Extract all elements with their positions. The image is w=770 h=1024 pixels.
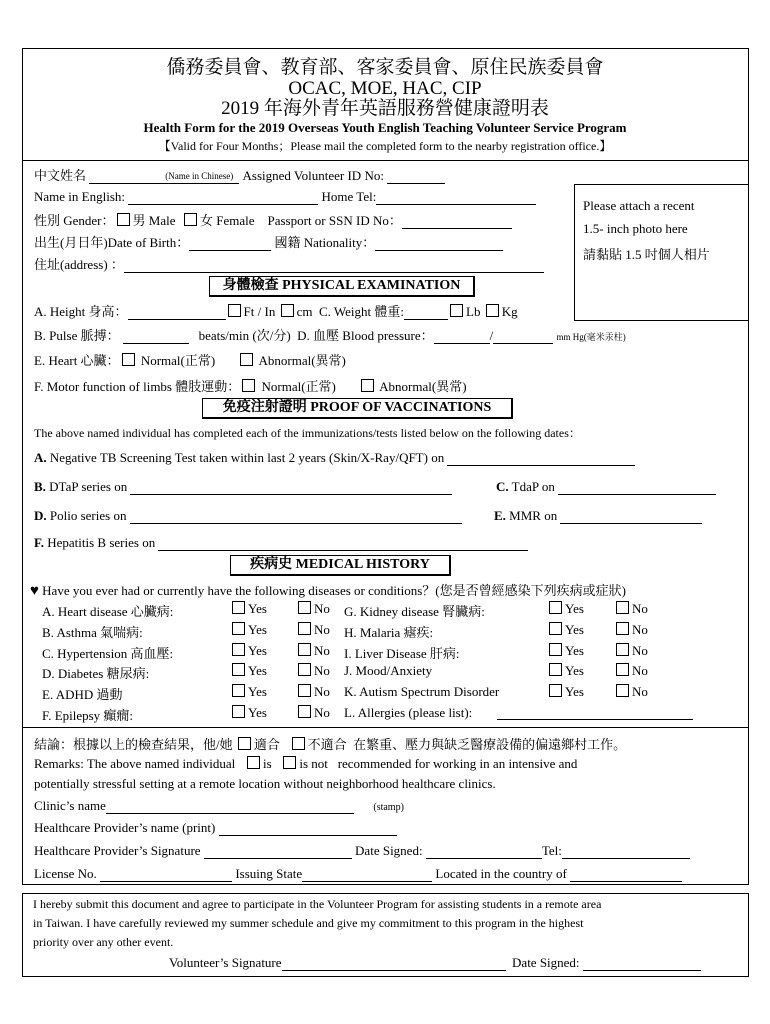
medical-history-title: 疾病史 MEDICAL HISTORY — [230, 555, 451, 576]
ft-in-checkbox[interactable] — [228, 304, 241, 317]
volunteer-id-field[interactable] — [387, 169, 445, 184]
disease-right-1-no-checkbox[interactable] — [616, 622, 629, 635]
address-field[interactable] — [124, 258, 544, 273]
located-label: Located in the country of — [435, 866, 567, 881]
bp-diastolic-field[interactable] — [493, 329, 553, 344]
kg-label: Kg — [501, 304, 518, 319]
is-not-label: is not — [299, 756, 328, 771]
weight-label: C. Weight 體重: — [318, 304, 404, 319]
conclusion-tail: 在繁重、壓力與缺乏醫療設備的偏遠鄉村工作。 — [353, 737, 627, 752]
english-name-label: Name in English: — [34, 189, 125, 204]
hepb-row — [34, 535, 528, 551]
cm-label: cm — [296, 304, 313, 319]
bp-label: D. 血壓 Blood pressure： — [297, 328, 434, 343]
volunteer-date-field[interactable] — [583, 956, 701, 971]
mmr-row — [494, 508, 702, 524]
tdap-label: TdaP on — [511, 479, 555, 494]
declaration-line-2: in Taiwan. I have carefully reviewed my summer schedule and give my commitment to this program in the highest — [33, 916, 584, 930]
polio-letter: D. — [34, 508, 47, 523]
disease-right-4-yes-checkbox[interactable] — [549, 684, 562, 697]
unfit-label: 不適合 — [307, 737, 347, 752]
remarks-row — [34, 756, 577, 772]
motor-abnormal-checkbox[interactable] — [361, 379, 374, 392]
disease-right-4-no-checkbox[interactable] — [616, 684, 629, 697]
home-tel-field[interactable] — [376, 190, 536, 205]
polio-label: Polio series on — [49, 508, 127, 523]
passport-field[interactable] — [402, 214, 512, 229]
is-label: is — [262, 756, 272, 771]
tdap-date-field[interactable] — [558, 480, 716, 495]
title-form-chinese: 2019 年海外青年英語服務營健康證明表 — [221, 98, 549, 119]
allergies-field[interactable] — [497, 705, 693, 720]
heart-abnormal-checkbox[interactable] — [240, 353, 253, 366]
disease-left-5-yes-label: Yes — [248, 705, 267, 720]
nationality-field[interactable] — [375, 236, 503, 251]
unfit-checkbox[interactable] — [292, 737, 305, 750]
disease-right-4: K. Autism Spectrum Disorder — [344, 684, 500, 699]
heart-row — [34, 350, 346, 369]
fit-label: 適合 — [253, 737, 280, 752]
disease-left-4: E. ADHD 過動 — [42, 687, 123, 702]
volunteer-signature-field[interactable] — [282, 956, 506, 971]
disease-right-4-no-label: No — [632, 684, 648, 699]
disease-left-5-no[interactable] — [296, 705, 330, 721]
tdap-row — [496, 479, 716, 495]
address-label: 住址(address) ： — [34, 257, 124, 272]
clinic-name-field[interactable] — [106, 799, 354, 814]
provider-date-label: Date Signed: — [355, 843, 423, 858]
provider-signature-row — [34, 843, 690, 859]
gender-row — [34, 210, 512, 229]
validity-note: 【Valid for Four Months；Please mail the completed form to the nearby registration office.】 — [158, 139, 612, 153]
disease-left-2-yes[interactable] — [230, 643, 267, 659]
height-field[interactable] — [128, 305, 226, 320]
male-label: 男 Male — [132, 213, 176, 228]
disease-right-0-yes-checkbox[interactable] — [549, 601, 562, 614]
lb-label: Lb — [466, 304, 481, 319]
motor-normal-checkbox[interactable] — [242, 379, 255, 392]
disease-left-5-yes[interactable] — [230, 705, 267, 721]
remarks-divider — [22, 727, 749, 728]
disease-left-1-yes-checkbox[interactable] — [232, 622, 245, 635]
disease-right-3-yes[interactable] — [547, 663, 584, 679]
tb-date-field[interactable] — [447, 451, 635, 466]
provider-signature-field[interactable] — [204, 844, 352, 859]
disease-left-0-yes-checkbox[interactable] — [232, 601, 245, 614]
dob-label: 出生(月日年)Date of Birth： — [34, 235, 190, 250]
disease-left-1-no[interactable] — [296, 622, 330, 638]
disease-left-4-yes-checkbox[interactable] — [232, 684, 245, 697]
vaccinations-intro: The above named individual has completed each of the immunizations/tests listed below on the following dates： — [34, 426, 581, 440]
disease-right-1-yes-label: Yes — [565, 622, 584, 637]
remarks-continuation: potentially stressful setting at a remote location without neighborhood healthcare clinics. — [34, 776, 496, 791]
country-field[interactable] — [570, 867, 682, 882]
disease-right-2-yes-checkbox[interactable] — [549, 643, 562, 656]
height-label: A. Height 身高： — [34, 304, 128, 319]
disease-right-0-no[interactable] — [614, 601, 648, 617]
dtap-letter: B. — [34, 479, 46, 494]
heart-abnormal-label: Abnormal(異常) — [258, 353, 346, 368]
disease-right-1-yes-checkbox[interactable] — [549, 622, 562, 635]
volunteer-date-label: Date Signed: — [512, 955, 580, 970]
female-checkbox[interactable] — [184, 213, 197, 226]
disease-left-1-yes[interactable] — [230, 622, 267, 638]
provider-label: Healthcare Provider’s name (print) — [34, 820, 216, 835]
disease-right-3: J. Mood/Anxiety — [344, 663, 433, 678]
beats-label: beats/min (次/分) — [198, 328, 291, 343]
disease-left-3-yes[interactable] — [230, 663, 267, 679]
tdap-letter: C. — [496, 479, 509, 494]
english-name-row — [34, 189, 536, 205]
disease-left-3-yes-checkbox[interactable] — [232, 663, 245, 676]
disease-left-3-no-checkbox[interactable] — [298, 663, 311, 676]
chinese-name-row — [34, 165, 445, 184]
disease-left-2-yes-checkbox[interactable] — [232, 643, 245, 656]
disease-left-1-no-checkbox[interactable] — [298, 622, 311, 635]
disease-right-2-no-checkbox[interactable] — [616, 643, 629, 656]
tb-letter: A. — [34, 450, 47, 465]
polio-date-field[interactable] — [130, 509, 462, 524]
stamp-label: (stamp) — [373, 802, 404, 813]
disease-left-4-no-label: No — [314, 684, 330, 699]
dob-field[interactable] — [189, 236, 271, 251]
disease-left-5-yes-checkbox[interactable] — [232, 705, 245, 718]
disease-right-3-yes-checkbox[interactable] — [549, 663, 562, 676]
provider-date-field[interactable] — [426, 844, 542, 859]
disease-left-5: F. Epilepsy 癲癇: — [42, 708, 134, 723]
disease-right-3-no-label: No — [632, 663, 648, 678]
photo-instruction-1: Please attach a recent — [583, 198, 695, 213]
dtap-label: DTaP series on — [49, 479, 128, 494]
photo-instruction-3: 請黏貼 1.5 吋個人相片 — [583, 247, 710, 262]
is-checkbox[interactable] — [247, 756, 260, 769]
disease-left-2: C. Hypertension 高血壓: — [42, 646, 174, 661]
disease-right-2-no[interactable] — [614, 643, 648, 659]
disease-left-2-no-checkbox[interactable] — [298, 643, 311, 656]
female-label: 女 Female — [199, 213, 255, 228]
provider-tel-label: Tel: — [541, 843, 562, 858]
disease-right-5: L. Allergies (please list): — [344, 705, 473, 720]
disease-left-0-yes[interactable] — [230, 601, 267, 617]
disease-left-0-no-checkbox[interactable] — [298, 601, 311, 614]
male-checkbox[interactable] — [117, 213, 130, 226]
conclusion-row — [34, 734, 626, 753]
motor-label: F. Motor function of limbs 體肢運動： — [34, 379, 241, 394]
disease-left-0-no[interactable] — [296, 601, 330, 617]
cm-checkbox[interactable] — [281, 304, 294, 317]
hepb-label: Hepatitis B series on — [47, 535, 156, 550]
mmr-label: MMR on — [509, 508, 558, 523]
disease-right-0: G. Kidney disease 腎臟病: — [344, 604, 485, 619]
motor-row — [34, 376, 467, 395]
disease-right-0-yes-label: Yes — [565, 601, 584, 616]
title-form-english: Health Form for the 2019 Overseas Youth English Teaching Volunteer Service Program — [143, 120, 627, 135]
kg-checkbox[interactable] — [486, 304, 499, 317]
disease-left-3-no[interactable] — [296, 663, 330, 679]
heart-normal-checkbox[interactable] — [122, 353, 135, 366]
issuing-state-field[interactable] — [302, 867, 432, 882]
disease-right-1: H. Malaria 瘧疾: — [344, 625, 434, 640]
disease-right-2-yes[interactable] — [547, 643, 584, 659]
photo-instruction-2: 1.5- inch photo here — [583, 221, 688, 236]
disease-right-2-yes-label: Yes — [565, 643, 584, 658]
disease-left-5-no-label: No — [314, 705, 330, 720]
license-label: License No. — [34, 866, 97, 881]
home-tel-label: Home Tel: — [321, 189, 377, 204]
disease-left-0-yes-label: Yes — [248, 601, 267, 616]
ft-in-label: Ft / In — [243, 304, 276, 319]
volunteer-signature-row — [169, 955, 701, 971]
mmr-date-field[interactable] — [560, 509, 702, 524]
disease-left-0-no-label: No — [314, 601, 330, 616]
pulse-label: B. Pulse 脈搏： — [34, 328, 120, 343]
tb-row — [34, 450, 635, 466]
hepb-date-field[interactable] — [158, 536, 528, 551]
motor-normal-label: Normal(正常) — [261, 379, 336, 394]
provider-row — [34, 820, 397, 836]
bp-systolic-field[interactable] — [434, 329, 490, 344]
disease-left-1-yes-label: Yes — [248, 622, 267, 637]
remarks-label: Remarks: The above named individual — [34, 756, 236, 771]
disease-right-0-yes[interactable] — [547, 601, 584, 617]
mmr-letter: E. — [494, 508, 506, 523]
disease-left-1-no-label: No — [314, 622, 330, 637]
heart-normal-label: Normal(正常) — [140, 353, 216, 368]
disease-right-3-yes-label: Yes — [565, 663, 584, 678]
disease-left-5-no-checkbox[interactable] — [298, 705, 311, 718]
pulse-field[interactable] — [123, 329, 189, 344]
lb-checkbox[interactable] — [450, 304, 463, 317]
fit-checkbox[interactable] — [238, 737, 251, 750]
disease-left-2-yes-label: Yes — [248, 643, 267, 658]
provider-signature-label: Healthcare Provider’s Signature — [34, 843, 201, 858]
remarks-recommended: recommended for working in an intensive and — [337, 756, 578, 771]
clinic-label: Clinic’s name — [34, 798, 106, 813]
issuing-state-label: Issuing State — [235, 866, 303, 881]
license-field[interactable] — [100, 867, 232, 882]
disease-right-0-no-label: No — [632, 601, 648, 616]
volunteer-id-label: Assigned Volunteer ID No: — [242, 168, 384, 183]
name-in-chinese-note: (Name in Chinese) — [165, 171, 234, 181]
disease-right-2: I. Liver Disease 肝病: — [344, 646, 460, 661]
is-not-checkbox[interactable] — [283, 756, 296, 769]
disease-left-0: A. Heart disease 心臟病: — [42, 604, 174, 619]
polio-row — [34, 508, 462, 524]
heart-bullet-icon: ♥ — [30, 583, 39, 599]
pulse-row: B. Pulse 脈搏： beats/min (次/分) D. 血壓 Blood pressure： / mm Hg(毫米汞柱) — [34, 328, 626, 343]
declaration-line-3: priority over any other event. — [33, 935, 174, 949]
volunteer-signature-label: Volunteer’s Signature — [169, 955, 282, 970]
title-agencies-chinese: 僑務委員會、教育部、客家委員會、原住民族委員會 — [166, 57, 604, 78]
tb-label: Negative TB Screening Test taken within last 2 years (Skin/X-Ray/QFT) on — [49, 450, 445, 465]
chinese-name-field[interactable] — [89, 169, 239, 184]
disease-right-1-no[interactable] — [614, 622, 648, 638]
disease-left-4-yes-label: Yes — [248, 684, 267, 699]
dtap-row — [34, 479, 452, 495]
disease-left-4-yes[interactable] — [230, 684, 267, 700]
dob-row — [34, 232, 503, 251]
license-row — [34, 866, 682, 882]
disease-left-3: D. Diabetes 糖尿病: — [42, 666, 150, 681]
gender-label: 性別 Gender： — [34, 213, 115, 228]
english-name-field[interactable] — [128, 190, 318, 205]
mmhg-label: mm Hg(毫米汞柱) — [556, 332, 626, 342]
clinic-row — [34, 798, 404, 814]
conclusion-label: 結論：根據以上的檢查結果，他/她 — [34, 737, 233, 752]
motor-abnormal-label: Abnormal(異常) — [379, 379, 467, 394]
hepb-letter: F. — [34, 535, 44, 550]
disease-left-3-no-label: No — [314, 663, 330, 678]
height-row — [34, 301, 518, 320]
disease-left-2-no-label: No — [314, 643, 330, 658]
disease-right-1-no-label: No — [632, 622, 648, 637]
weight-field[interactable] — [404, 305, 448, 320]
disease-left-4-no[interactable] — [296, 684, 330, 700]
disease-right-4-no[interactable] — [614, 684, 648, 700]
provider-name-field[interactable] — [219, 821, 397, 836]
dtap-date-field[interactable] — [130, 480, 452, 495]
disease-right-3-no-checkbox[interactable] — [616, 663, 629, 676]
vaccinations-title: 免疫注射證明 PROOF OF VACCINATIONS — [202, 398, 513, 419]
history-question: Have you ever had or currently have the following diseases or conditions？(您是否曾經感染下列疾病或症狀) — [42, 583, 626, 598]
history-question-row — [30, 580, 626, 600]
provider-tel-field[interactable] — [562, 844, 690, 859]
disease-left-1: B. Asthma 氣喘病: — [42, 625, 143, 640]
disease-right-4-yes-label: Yes — [565, 684, 584, 699]
address-row — [34, 254, 544, 273]
disease-right-2-no-label: No — [632, 643, 648, 658]
physical-examination-title: 身體檢查 PHYSICAL EXAMINATION — [209, 276, 475, 297]
disease-left-2-no[interactable] — [296, 643, 330, 659]
passport-label: Passport or SSN ID No： — [267, 213, 402, 228]
nationality-label: 國籍 Nationality： — [274, 235, 376, 250]
declaration-line-1: I hereby submit this document and agree to participate in the Volunteer Program for assisting students in a remote area — [33, 897, 602, 911]
heart-label: E. Heart 心臟： — [34, 353, 120, 368]
disease-left-4-no-checkbox[interactable] — [298, 684, 311, 697]
disease-right-4-yes[interactable] — [547, 684, 584, 700]
chinese-name-label: 中文姓名 — [34, 168, 87, 183]
disease-right-1-yes[interactable] — [547, 622, 584, 638]
title-agencies-english: OCAC, MOE, HAC, CIP — [288, 78, 482, 99]
disease-right-3-no[interactable] — [614, 663, 648, 679]
disease-left-3-yes-label: Yes — [248, 663, 267, 678]
disease-right-0-no-checkbox[interactable] — [616, 601, 629, 614]
